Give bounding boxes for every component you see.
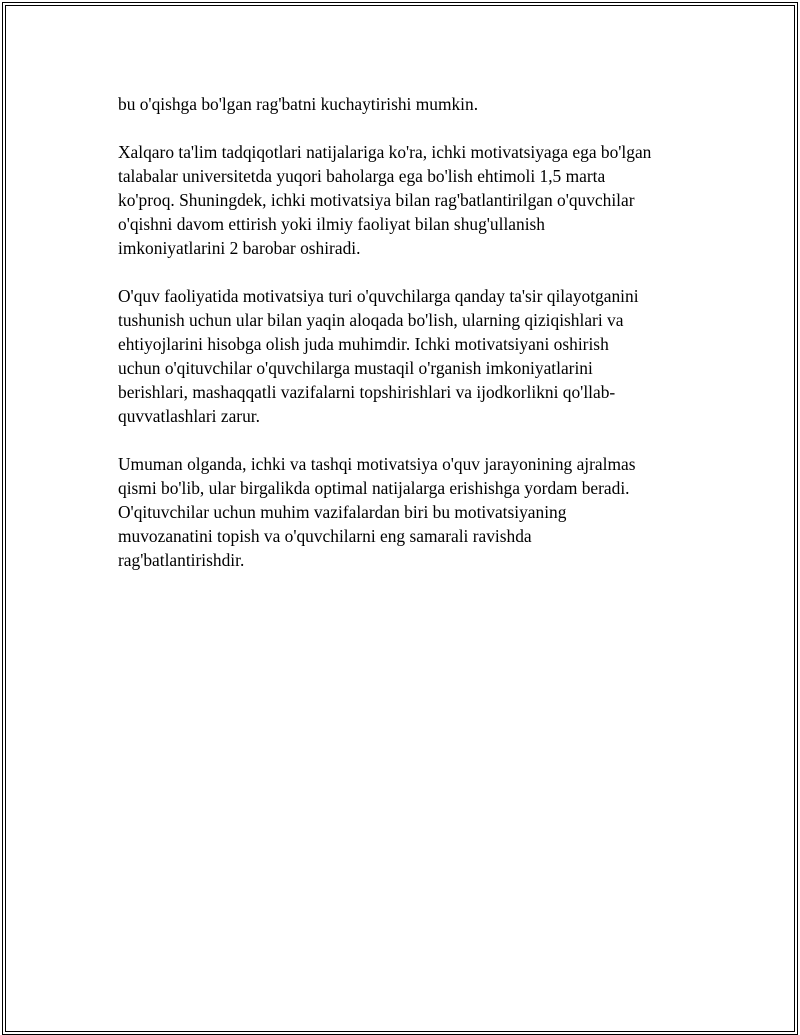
text-line: Xalqaro ta'lim tadqiqotlari natijalariga ko'ra, ichki motivatsiyaga ega bo'lgan xyxy=(118,142,652,162)
paragraph-1 xyxy=(118,92,698,116)
text-line: berishlari, mashaqqatli vazifalarni topshirishlari va ijodkorlikni qo'llab- xyxy=(118,382,616,402)
paragraph-4 xyxy=(118,452,698,572)
text-line: muvozanatini topish va o'quvchilarni eng samarali ravishda xyxy=(118,526,532,546)
text-line: uchun o'qituvchilar o'quvchilarga mustaqil o'rganish imkoniyatlarini xyxy=(118,358,593,378)
text-line: o'qishni davom ettirish yoki ilmiy faoliyat bilan shug'ullanish xyxy=(118,214,545,234)
text-line: talabalar universitetda yuqori baholarga ega bo'lish ehtimoli 1,5 marta xyxy=(118,166,606,186)
paragraph-2 xyxy=(118,140,698,260)
text-line: O'quv faoliyatida motivatsiya turi o'quvchilarga qanday ta'sir qilayotganini xyxy=(118,286,639,306)
text-line: ko'proq. Shuningdek, ichki motivatsiya bilan rag'batlantirilgan o'quvchilar xyxy=(118,190,635,210)
document-body xyxy=(118,92,698,596)
text-line: bu o'qishga bo'lgan rag'batni kuchaytirishi mumkin. xyxy=(118,94,479,114)
text-line: imkoniyatlarini 2 barobar oshiradi. xyxy=(118,238,361,258)
paragraph-3 xyxy=(118,284,698,428)
text-line: O'qituvchilar uchun muhim vazifalardan biri bu motivatsiyaning xyxy=(118,502,567,522)
text-line: qismi bo'lib, ular birgalikda optimal natijalarga erishishga yordam beradi. xyxy=(118,478,630,498)
text-line: quvvatlashlari zarur. xyxy=(118,406,260,426)
text-line: ehtiyojlarini hisobga olish juda muhimdir. Ichki motivatsiyani oshirish xyxy=(118,334,609,354)
text-line: tushunish uchun ular bilan yaqin aloqada bo'lish, ularning qiziqishlari va xyxy=(118,310,624,330)
text-line: Umuman olganda, ichki va tashqi motivatsiya o'quv jarayonining ajralmas xyxy=(118,454,636,474)
text-line: rag'batlantirishdir. xyxy=(118,550,245,570)
